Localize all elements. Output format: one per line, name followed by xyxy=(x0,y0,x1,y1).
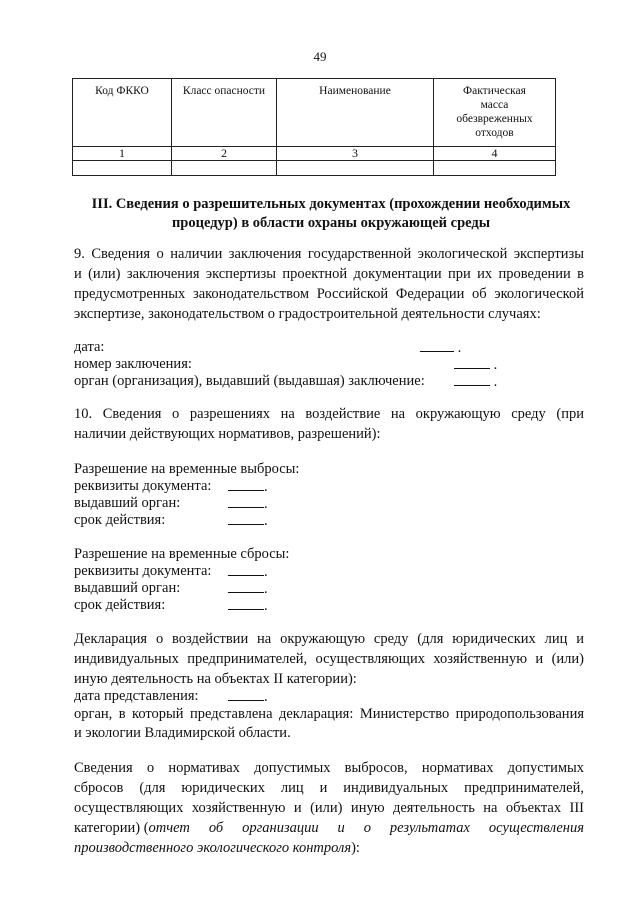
norms-line4-italic: отчет об организации и о результатах осуществления xyxy=(148,820,584,836)
col-number: 2 xyxy=(172,147,277,161)
item10-line: наличии действующих нормативов, разрешений): xyxy=(74,426,381,442)
norms-line: сбросов (для юридических лиц и индивидуальных предпринимателей, xyxy=(74,780,584,796)
item10-line: 10. Сведения о разрешениях на воздействие на окружающую среду (при xyxy=(74,406,584,422)
discharges-validity-label: срок действия: xyxy=(74,597,166,613)
header-mass xyxy=(434,79,556,147)
table-cell xyxy=(73,161,172,176)
conclusion-number-label: номер заключения: xyxy=(74,356,192,372)
declaration-line: индивидуальных предпринимателей, осуществляющих хозяйственную и (или) xyxy=(74,651,584,667)
item9-line: и (или) заключения экспертизы проектной документации при их проведении в xyxy=(74,266,584,282)
header-fkko: Код ФККО xyxy=(73,79,172,147)
norms-line xyxy=(74,840,360,857)
emissions-issuer-field: . xyxy=(228,495,268,513)
page-number: 49 xyxy=(313,49,327,64)
conclusion-organ-field: . xyxy=(454,373,497,391)
norms-line5-plain: ): xyxy=(351,840,360,856)
conclusion-number-field: . xyxy=(454,356,497,374)
emissions-requisites-field: . xyxy=(228,478,268,496)
norms-line xyxy=(74,820,584,837)
header-name: Наименование xyxy=(277,79,434,147)
table-row xyxy=(73,161,556,176)
discharges-heading: Разрешение на временные сбросы: xyxy=(74,546,290,562)
table-cell xyxy=(277,161,434,176)
declaration-line: Декларация о воздействии на окружающую среду (для юридических лиц и xyxy=(74,631,584,647)
section-title-line: III. Сведения о разрешительных документах (прохождении необходимых xyxy=(91,196,571,212)
norms-line4-plain: категории) ( xyxy=(74,820,149,836)
item9-line: предусмотренных законодательством Российской Федерации об экологической xyxy=(74,286,584,302)
conclusion-date-field: . xyxy=(420,339,461,357)
discharges-issuer-label: выдавший орган: xyxy=(74,580,181,596)
table-cell xyxy=(434,161,556,176)
emissions-heading: Разрешение на временные выбросы: xyxy=(74,461,300,477)
table-header-row xyxy=(73,79,556,147)
emissions-requisites-label: реквизиты документа: xyxy=(74,478,212,494)
emissions-issuer-label: выдавший орган: xyxy=(74,495,181,511)
declaration-organ-line: и экологии Владимирской области. xyxy=(74,725,291,741)
col-number: 1 xyxy=(73,147,172,161)
header-mass-line: масса xyxy=(480,99,509,111)
emissions-validity-field: . xyxy=(228,512,268,530)
discharges-requisites-field: . xyxy=(228,563,268,581)
header-mass-line: обезвреженных xyxy=(456,113,533,125)
declaration-organ-line: орган, в который представлена декларация: Министерство природопользования xyxy=(74,706,584,722)
norms-line5-italic: производственного экологического контроля xyxy=(74,840,352,856)
header-hazard-class: Класс опасности xyxy=(172,79,277,147)
item9-line: 9. Сведения о наличии заключения государственной экологической экспертизы xyxy=(74,246,584,262)
header-mass-line: Фактическая xyxy=(463,85,526,97)
discharges-issuer-field: . xyxy=(228,580,268,598)
declaration-line: иную деятельность на объектах II категории): xyxy=(74,671,357,687)
table-cell xyxy=(172,161,277,176)
section-title-line: процедур) в области охраны окружающей среды xyxy=(171,215,491,231)
discharges-validity-field: . xyxy=(228,597,268,615)
declaration-date-field: . xyxy=(228,688,268,706)
header-mass-line: отходов xyxy=(475,127,514,139)
col-number: 3 xyxy=(277,147,434,161)
waste-table xyxy=(72,78,556,176)
declaration-date-label: дата представления: xyxy=(74,688,199,704)
norms-line: осуществляющих хозяйственную и (или) иную деятельность на объектах III xyxy=(74,800,584,816)
conclusion-organ-label: орган (организация), выдавший (выдавшая) заключение: xyxy=(74,373,425,389)
norms-line: Сведения о нормативах допустимых выбросов, нормативах допустимых xyxy=(74,760,584,776)
table-number-row xyxy=(73,147,556,161)
item9-line: экспертизе, законодательством о градостроительной деятельности случаях: xyxy=(74,306,541,322)
section-title xyxy=(78,195,584,233)
discharges-requisites-label: реквизиты документа: xyxy=(74,563,212,579)
conclusion-date-label: дата: xyxy=(74,339,105,355)
col-number: 4 xyxy=(434,147,556,161)
emissions-validity-label: срок действия: xyxy=(74,512,166,528)
